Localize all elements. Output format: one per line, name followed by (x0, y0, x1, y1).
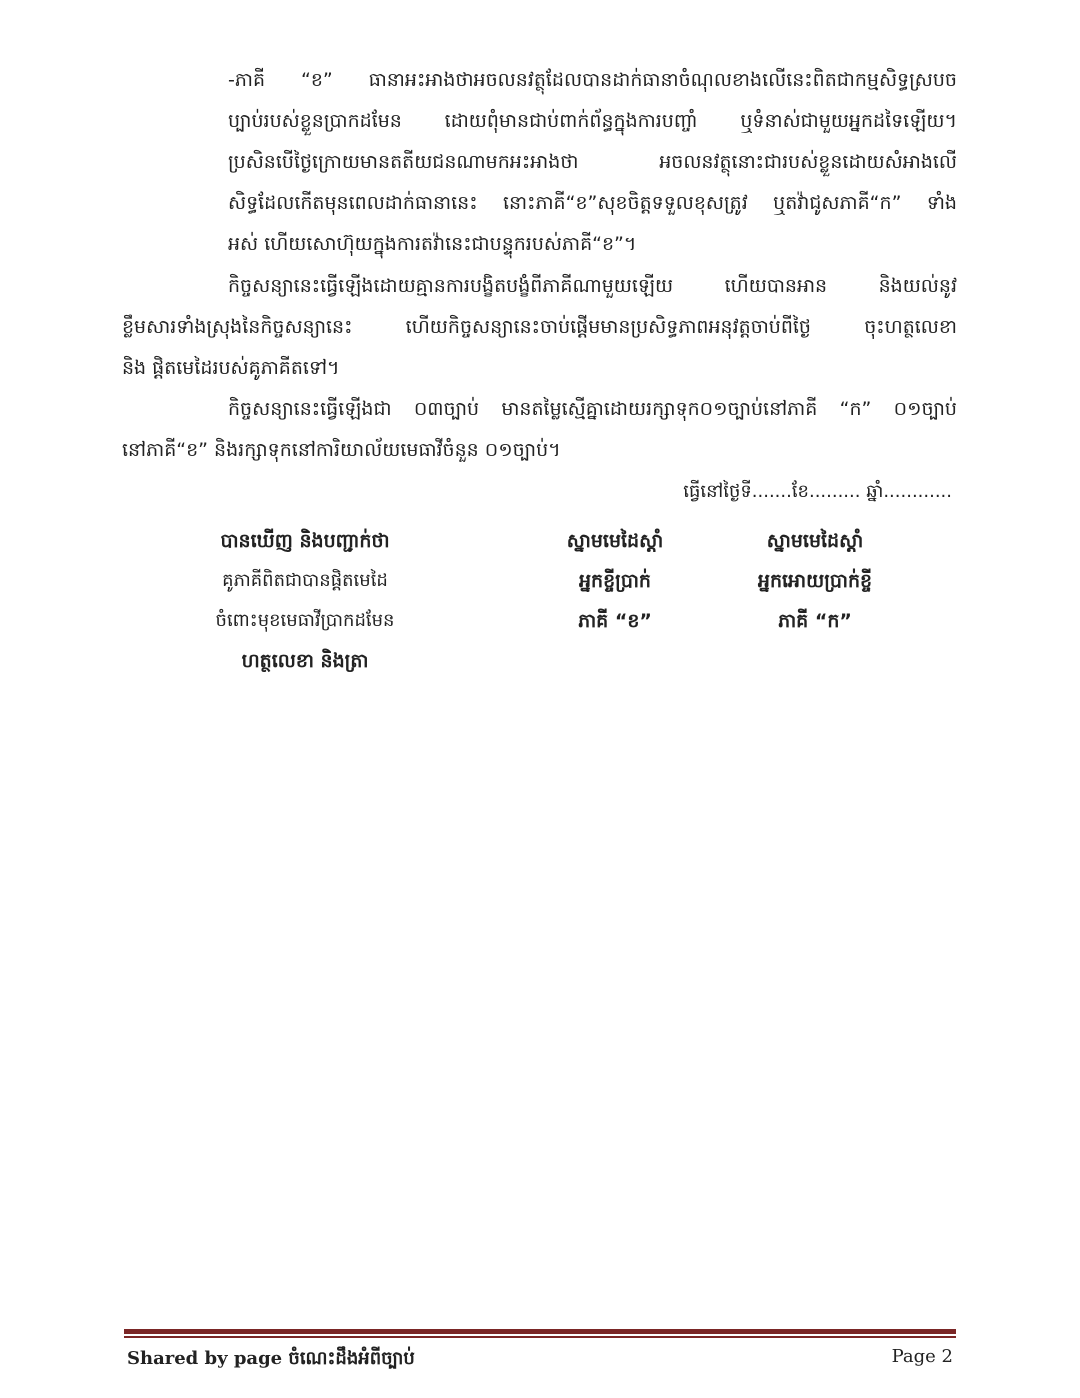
text-line: និង ផ្តិតមេដៃរបស់គូភាគីតទៅ។ (122, 357, 340, 379)
text-line: ប្រសិនបើថ្ងៃក្រោយមានតតីយជនណាមកអះអាងថា អចលនវត្ថុនោះជារបស់ខ្លួនដោយសំអាងលើ (228, 151, 957, 173)
text-line: អស់ ហើយសោហ៊ុយក្នុងការតវ៉ានេះជាបន្ទុករបស់ភាគី“ខ”។ (228, 233, 637, 255)
paragraph-copies-clause (122, 389, 957, 471)
party-label: ភាគី “ខ” (578, 610, 652, 632)
lender-label: អ្នកអោយប្រាក់ខ្ចី (757, 570, 873, 592)
thumbprint-label: ស្នាមមេដៃស្តាំ (566, 530, 664, 552)
witness-line: ចំពោះមុខមេធាវីប្រាកដមែន (215, 610, 395, 631)
paragraph-guarantee-clause (122, 60, 957, 265)
witness-line: គូភាគីពិតជាបានផ្តិតមេដៃ (222, 570, 388, 591)
date-line: ធ្វើនៅថ្ងៃទី.......ខែ......... ឆ្នាំ............ (683, 481, 952, 502)
text-line: ខ្លឹមសារទាំងស្រុងនៃកិច្ចសន្យានេះ ហើយកិច្ចសន្យានេះចាប់ផ្តើមមានប្រសិទ្ធភាពអនុវត្តចាប់ពីថ្ងៃ ចុះហត្ថលេខា (122, 316, 957, 338)
witness-signature-label: ហត្ថលេខា និងត្រា (241, 650, 369, 672)
text-line: សិទ្ធដែលកើតមុនពេលដាក់ធានានេះ នោះភាគី“ខ”សុខចិត្តទទួលខុសត្រូវ ឬតវ៉ាជូសភាគី“ក” ទាំង (228, 192, 957, 214)
text-line: កិច្ចសន្យានេះធ្វើឡើងដោយគ្មានការបង្ខិតបង្ខំពីភាគីណាមួយឡើយ ហើយបានអាន និងយល់នូវ (228, 275, 957, 297)
party-label: ភាគី “ក” (778, 610, 852, 632)
footer-shared-by: Shared by page ចំណេះដឹងអំពីច្បាប់ (127, 1348, 415, 1369)
text-line: កិច្ចសន្យានេះធ្វើឡើងជា ០៣ច្បាប់ មានតម្លៃស្មើគ្នាដោយរក្សាទុក០១ច្បាប់នៅភាគី “ក” ០១ច្បាប់ (228, 398, 957, 420)
page-number: Page 2 (891, 1346, 953, 1367)
thumbprint-label: ស្នាមមេដៃស្តាំ (766, 530, 864, 552)
text-line: នៅភាគី“ខ” និងរក្សាទុកនៅការិយាល័យមេធាវីចំនួន ០១ច្បាប់។ (122, 439, 561, 461)
footer-rule-thin (124, 1336, 956, 1338)
witness-title: បានឃើញ និងបញ្ជាក់ថា (220, 530, 390, 552)
signature-block-witness (170, 521, 440, 681)
text-line: ប្បាប់របស់ខ្លួនប្រាកដមែន ដោយពុំមានជាប់ពាក់ព័ន្ធក្នុងការបញ្ចាំ ឬទំនាស់ជាមួយអ្នកដទៃឡើយ។ (228, 110, 957, 132)
paragraph-voluntary-clause (122, 266, 957, 389)
text-line: -ភាគី “ខ” ធានាអះអាងថាអចលនវត្ថុដែលបានដាក់ធានាចំណុលខាងលើនេះពិតជាកម្មសិទ្ធស្របច (228, 69, 957, 91)
footer-rule (124, 1329, 956, 1334)
signature-block-party-a (720, 521, 910, 641)
borrower-label: អ្នកខ្ចីប្រាក់ (579, 570, 651, 592)
signature-block-party-b (520, 521, 710, 641)
